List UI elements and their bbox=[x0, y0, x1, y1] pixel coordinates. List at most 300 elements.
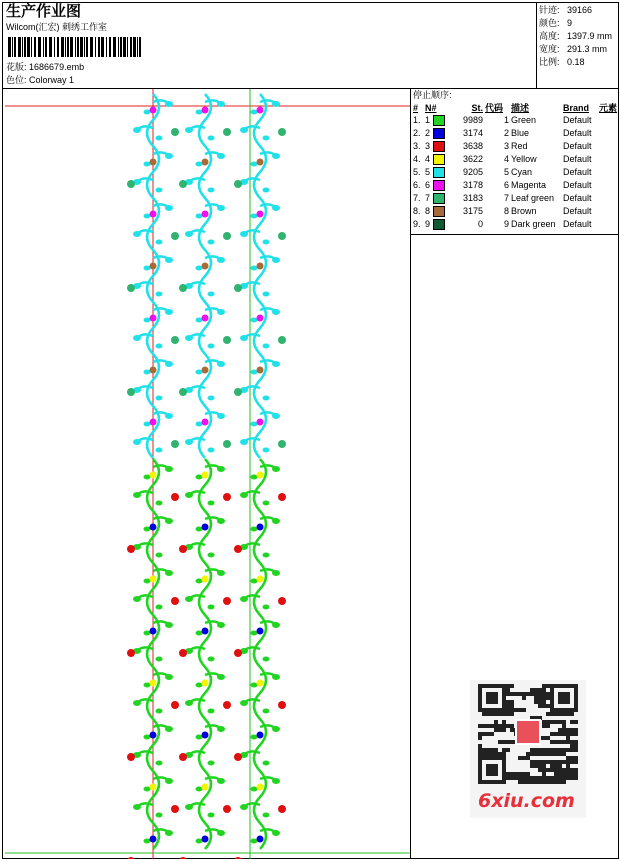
flower bbox=[179, 753, 187, 761]
leaf bbox=[144, 631, 151, 636]
flower bbox=[223, 128, 231, 136]
bead bbox=[257, 211, 264, 218]
flower bbox=[179, 857, 187, 859]
qr-module bbox=[562, 740, 566, 744]
row-desc: Green bbox=[511, 115, 537, 125]
bead bbox=[202, 784, 209, 791]
qr-module bbox=[510, 724, 514, 728]
qr-module bbox=[534, 780, 538, 784]
leaf bbox=[208, 761, 215, 766]
qr-module bbox=[494, 748, 498, 752]
flower bbox=[234, 753, 242, 761]
leaf bbox=[251, 422, 258, 427]
qr-module bbox=[506, 704, 510, 708]
qr-module bbox=[490, 732, 494, 736]
qr-module bbox=[510, 700, 514, 704]
barcode-bar bbox=[75, 37, 76, 57]
qr-module bbox=[574, 756, 578, 760]
qr-module bbox=[502, 712, 506, 716]
leaf bbox=[251, 475, 258, 480]
row-brand: Default bbox=[563, 206, 592, 216]
stat-width: 宽度: 291.3 mm bbox=[539, 44, 608, 54]
row-brand: Default bbox=[563, 193, 592, 203]
leaf bbox=[208, 605, 215, 610]
qr-module bbox=[546, 780, 550, 784]
color-swatch bbox=[433, 219, 445, 230]
row-element bbox=[598, 179, 618, 192]
bead bbox=[202, 419, 209, 426]
qr-module bbox=[530, 780, 534, 784]
row-st: 3638 bbox=[462, 141, 483, 151]
qr-module bbox=[546, 748, 550, 752]
row-code: 2 bbox=[503, 128, 509, 138]
row-element bbox=[598, 153, 618, 166]
bead bbox=[257, 159, 264, 166]
leaf bbox=[272, 674, 280, 680]
qr-module bbox=[562, 728, 566, 732]
qr-module bbox=[566, 736, 570, 740]
qr-module bbox=[562, 720, 566, 724]
flower bbox=[234, 284, 242, 292]
leaf bbox=[263, 448, 270, 453]
qr-module bbox=[506, 772, 510, 776]
row-element bbox=[598, 127, 618, 140]
barcode-bar bbox=[24, 37, 26, 57]
qr-module bbox=[570, 776, 574, 780]
qr-module bbox=[550, 764, 554, 768]
qr-module bbox=[506, 748, 510, 752]
qr-module bbox=[514, 772, 518, 776]
leaf bbox=[156, 657, 163, 662]
barcode-bar bbox=[67, 37, 69, 57]
row-num: 3. bbox=[413, 141, 421, 151]
leaf bbox=[196, 162, 203, 167]
flower bbox=[223, 493, 231, 501]
qr-module bbox=[574, 740, 578, 744]
leaf bbox=[263, 188, 270, 193]
qr-module bbox=[494, 720, 498, 724]
qr-module bbox=[550, 712, 554, 716]
qr-module bbox=[502, 740, 506, 744]
qr-module bbox=[506, 684, 510, 688]
qr-module bbox=[546, 712, 550, 716]
bead bbox=[150, 628, 157, 635]
bead bbox=[257, 524, 264, 531]
leaf bbox=[217, 674, 225, 680]
leaf bbox=[240, 596, 248, 602]
flower bbox=[223, 805, 231, 813]
cyan-vine bbox=[234, 94, 286, 458]
bead bbox=[150, 159, 157, 166]
flower bbox=[179, 284, 187, 292]
leaf bbox=[196, 527, 203, 532]
barcode-bar bbox=[137, 37, 138, 57]
bead bbox=[257, 576, 264, 583]
barcode-bar bbox=[130, 37, 132, 57]
qr-module bbox=[478, 732, 482, 736]
flower bbox=[223, 701, 231, 709]
qr-module bbox=[546, 760, 550, 764]
col-header: 代码 bbox=[485, 103, 504, 113]
color-stop-row bbox=[412, 153, 618, 166]
leaf bbox=[217, 622, 225, 628]
qr-module bbox=[566, 760, 570, 764]
qr-module bbox=[574, 732, 578, 736]
qr-module bbox=[510, 704, 514, 708]
row-desc: Red bbox=[511, 141, 528, 151]
row-brand: Default bbox=[563, 167, 592, 177]
row-brand: Default bbox=[563, 128, 592, 138]
color-swatch bbox=[433, 180, 445, 191]
qr-module bbox=[574, 760, 578, 764]
flower bbox=[127, 180, 135, 188]
leaf bbox=[272, 830, 280, 836]
qr-module bbox=[546, 736, 550, 740]
qr-module bbox=[478, 744, 482, 748]
leaf bbox=[185, 700, 193, 706]
leaf bbox=[165, 205, 173, 211]
bead bbox=[150, 263, 157, 270]
leaf bbox=[156, 501, 163, 506]
flower bbox=[278, 440, 286, 448]
qr-module bbox=[554, 780, 558, 784]
flower bbox=[171, 805, 179, 813]
flower bbox=[127, 753, 135, 761]
qr-module bbox=[562, 780, 566, 784]
qr-module bbox=[554, 768, 558, 772]
leaf bbox=[251, 631, 258, 636]
qr-module bbox=[538, 768, 542, 772]
leaf bbox=[217, 153, 225, 159]
barcode-bar bbox=[106, 37, 107, 57]
qr-center-logo bbox=[516, 720, 540, 744]
qr-module bbox=[510, 692, 514, 696]
leaf bbox=[133, 335, 141, 341]
bead bbox=[257, 315, 264, 322]
qr-module bbox=[546, 768, 550, 772]
row-needle: 5 bbox=[425, 167, 431, 177]
flower bbox=[127, 388, 135, 396]
leaf bbox=[208, 240, 215, 245]
qr-module bbox=[542, 700, 546, 704]
leaf bbox=[165, 674, 173, 680]
leaf bbox=[240, 335, 248, 341]
qr-module bbox=[542, 684, 546, 688]
qr-module bbox=[554, 720, 558, 724]
flower bbox=[171, 440, 179, 448]
leaf bbox=[263, 292, 270, 297]
leaf bbox=[240, 804, 248, 810]
qr-module bbox=[554, 748, 558, 752]
qr-module bbox=[542, 772, 546, 776]
qr-module bbox=[574, 720, 578, 724]
leaf bbox=[263, 605, 270, 610]
leaf bbox=[144, 839, 151, 844]
row-needle: 1 bbox=[425, 115, 431, 125]
leaf bbox=[144, 422, 151, 427]
qr-module bbox=[570, 720, 574, 724]
leaf bbox=[165, 153, 173, 159]
file-name: 1686679.emb bbox=[29, 62, 85, 72]
barcode-bar bbox=[54, 37, 55, 57]
row-brand: Default bbox=[563, 154, 592, 164]
qr-module bbox=[490, 752, 494, 756]
leaf bbox=[156, 136, 163, 141]
bead bbox=[150, 524, 157, 531]
leaf bbox=[208, 657, 215, 662]
qr-module bbox=[566, 748, 570, 752]
barcode-bar bbox=[45, 37, 47, 57]
qr-module bbox=[506, 688, 510, 692]
qr-module bbox=[538, 688, 542, 692]
flower bbox=[179, 649, 187, 657]
row-needle: 9 bbox=[425, 219, 431, 229]
leaf bbox=[156, 605, 163, 610]
qr-module bbox=[482, 748, 486, 752]
leaf bbox=[144, 214, 151, 219]
leaf bbox=[133, 596, 141, 602]
qr-module bbox=[510, 708, 514, 712]
flower bbox=[223, 440, 231, 448]
qr-module bbox=[534, 696, 538, 700]
leaf bbox=[156, 344, 163, 349]
leaf bbox=[208, 188, 215, 193]
leaf bbox=[272, 309, 280, 315]
barcode-bar bbox=[61, 37, 64, 57]
qr-module bbox=[554, 776, 558, 780]
bead bbox=[202, 576, 209, 583]
flower bbox=[127, 284, 135, 292]
row-num: 4. bbox=[413, 154, 421, 164]
row-desc: Magenta bbox=[511, 180, 547, 190]
bead bbox=[202, 107, 209, 114]
leaf bbox=[272, 361, 280, 367]
leaf bbox=[196, 839, 203, 844]
leaf bbox=[263, 344, 270, 349]
qr-module bbox=[498, 752, 502, 756]
qr-module bbox=[542, 748, 546, 752]
color-swatch bbox=[433, 141, 445, 152]
barcode-bar bbox=[18, 37, 21, 57]
vine-stem bbox=[254, 94, 266, 458]
row-st: 3183 bbox=[462, 193, 483, 203]
leaf bbox=[165, 309, 173, 315]
qr-module bbox=[534, 752, 538, 756]
leaf bbox=[144, 527, 151, 532]
flower bbox=[234, 388, 242, 396]
leaf bbox=[251, 839, 258, 844]
row-code: 7 bbox=[503, 193, 509, 203]
flower bbox=[278, 701, 286, 709]
bead bbox=[202, 367, 209, 374]
qr-module bbox=[542, 696, 546, 700]
color-swatch bbox=[433, 115, 445, 126]
stat-height: 高度: 1397.9 mm bbox=[539, 31, 613, 41]
leaf bbox=[263, 501, 270, 506]
qr-module bbox=[558, 712, 562, 716]
flower bbox=[179, 180, 187, 188]
row-num: 1. bbox=[413, 115, 421, 125]
leaf bbox=[165, 361, 173, 367]
leaf bbox=[217, 205, 225, 211]
qr-module bbox=[566, 768, 570, 772]
leaf bbox=[196, 110, 203, 115]
qr-module bbox=[478, 752, 482, 756]
qr-module bbox=[502, 748, 506, 752]
flower bbox=[179, 388, 187, 396]
leaf bbox=[185, 335, 193, 341]
leaf bbox=[208, 136, 215, 141]
qr-module bbox=[550, 752, 554, 756]
qr-module bbox=[522, 756, 526, 760]
qr-module bbox=[570, 728, 574, 732]
qr-module bbox=[530, 748, 534, 752]
barcode-bar bbox=[120, 37, 122, 57]
qr-module bbox=[546, 696, 550, 700]
embroidery-preview bbox=[5, 89, 410, 859]
row-needle: 6 bbox=[425, 180, 431, 190]
qr-module bbox=[550, 748, 554, 752]
qr-module bbox=[566, 732, 570, 736]
qr-module bbox=[526, 772, 530, 776]
row-num: 2. bbox=[413, 128, 421, 138]
qr-module bbox=[554, 752, 558, 756]
page-title: 生产作业图 bbox=[6, 2, 82, 20]
qr-module bbox=[542, 776, 546, 780]
bead bbox=[257, 419, 264, 426]
qr-finder-center bbox=[558, 692, 570, 704]
qr-module bbox=[478, 724, 482, 728]
bead bbox=[202, 628, 209, 635]
stop-sequence-title: 停止顺序: bbox=[413, 90, 452, 100]
qr-module bbox=[550, 780, 554, 784]
qr-module bbox=[562, 760, 566, 764]
row-element bbox=[598, 205, 618, 218]
bead bbox=[257, 836, 264, 843]
flower bbox=[127, 545, 135, 553]
leaf bbox=[272, 153, 280, 159]
qr-module bbox=[534, 700, 538, 704]
qr-module bbox=[550, 732, 554, 736]
row-st: 3178 bbox=[462, 180, 483, 190]
row-needle: 7 bbox=[425, 193, 431, 203]
qr-module bbox=[574, 772, 578, 776]
leaf bbox=[263, 813, 270, 818]
barcode-bar bbox=[77, 37, 79, 57]
qr-module bbox=[574, 744, 578, 748]
leaf bbox=[251, 683, 258, 688]
qr-module bbox=[510, 712, 514, 716]
qr-module bbox=[514, 708, 518, 712]
qr-module bbox=[506, 700, 510, 704]
qr-module bbox=[522, 708, 526, 712]
qr-module bbox=[502, 728, 506, 732]
leaf bbox=[272, 101, 280, 107]
qr-module bbox=[542, 688, 546, 692]
qr-module bbox=[506, 708, 510, 712]
qr-module bbox=[570, 768, 574, 772]
leaf bbox=[208, 709, 215, 714]
qr-module bbox=[558, 776, 562, 780]
qr-module bbox=[570, 744, 574, 748]
barcode-bar bbox=[57, 37, 59, 57]
leaf bbox=[272, 413, 280, 419]
leaf bbox=[272, 570, 280, 576]
bead bbox=[202, 732, 209, 739]
col-header: 元素 bbox=[599, 103, 618, 113]
bead bbox=[150, 211, 157, 218]
bead bbox=[257, 472, 264, 479]
flower bbox=[223, 597, 231, 605]
leaf bbox=[240, 439, 248, 445]
qr-module bbox=[542, 768, 546, 772]
leaf bbox=[165, 570, 173, 576]
leaf bbox=[251, 527, 258, 532]
row-code: 5 bbox=[503, 167, 509, 177]
qr-module bbox=[534, 748, 538, 752]
flower bbox=[278, 128, 286, 136]
qr-module bbox=[542, 760, 546, 764]
leaf bbox=[263, 136, 270, 141]
qr-module bbox=[506, 724, 510, 728]
row-num: 6. bbox=[413, 180, 421, 190]
qr-module bbox=[542, 736, 546, 740]
qr-module bbox=[534, 692, 538, 696]
leaf bbox=[263, 240, 270, 245]
bead bbox=[150, 107, 157, 114]
qr-module bbox=[570, 732, 574, 736]
leaf bbox=[217, 361, 225, 367]
qr-module bbox=[486, 712, 490, 716]
color-swatch bbox=[433, 154, 445, 165]
qr-module bbox=[518, 776, 522, 780]
qr-module bbox=[562, 732, 566, 736]
row-desc: Cyan bbox=[511, 167, 533, 177]
barcode-bar bbox=[90, 37, 93, 57]
leaf bbox=[217, 830, 225, 836]
qr-module bbox=[550, 740, 554, 744]
qr-module bbox=[558, 740, 562, 744]
qr-module bbox=[494, 728, 498, 732]
leaf bbox=[165, 466, 173, 472]
leaf bbox=[144, 110, 151, 115]
barcode-bar bbox=[22, 37, 23, 57]
flower bbox=[171, 336, 179, 344]
row-st: 9989 bbox=[462, 115, 483, 125]
col-header: St. bbox=[471, 102, 483, 113]
bead bbox=[202, 263, 209, 270]
colorway-label: 色位: bbox=[6, 75, 27, 85]
vine-stem bbox=[199, 94, 211, 458]
leaf bbox=[156, 448, 163, 453]
qr-module bbox=[534, 764, 538, 768]
qr-module bbox=[550, 776, 554, 780]
col-header: N# bbox=[425, 102, 437, 113]
color-stop-row bbox=[412, 179, 618, 192]
leaf bbox=[251, 787, 258, 792]
leaf bbox=[196, 318, 203, 323]
color-stop-row bbox=[412, 218, 618, 231]
qr-module bbox=[522, 776, 526, 780]
leaf bbox=[217, 413, 225, 419]
row-element bbox=[598, 140, 618, 153]
col-header: Brand bbox=[563, 102, 590, 113]
barcode-bar bbox=[38, 37, 41, 57]
leaf bbox=[196, 579, 203, 584]
qr-module bbox=[570, 772, 574, 776]
barcode-bar bbox=[98, 37, 100, 57]
leaf bbox=[240, 492, 248, 498]
